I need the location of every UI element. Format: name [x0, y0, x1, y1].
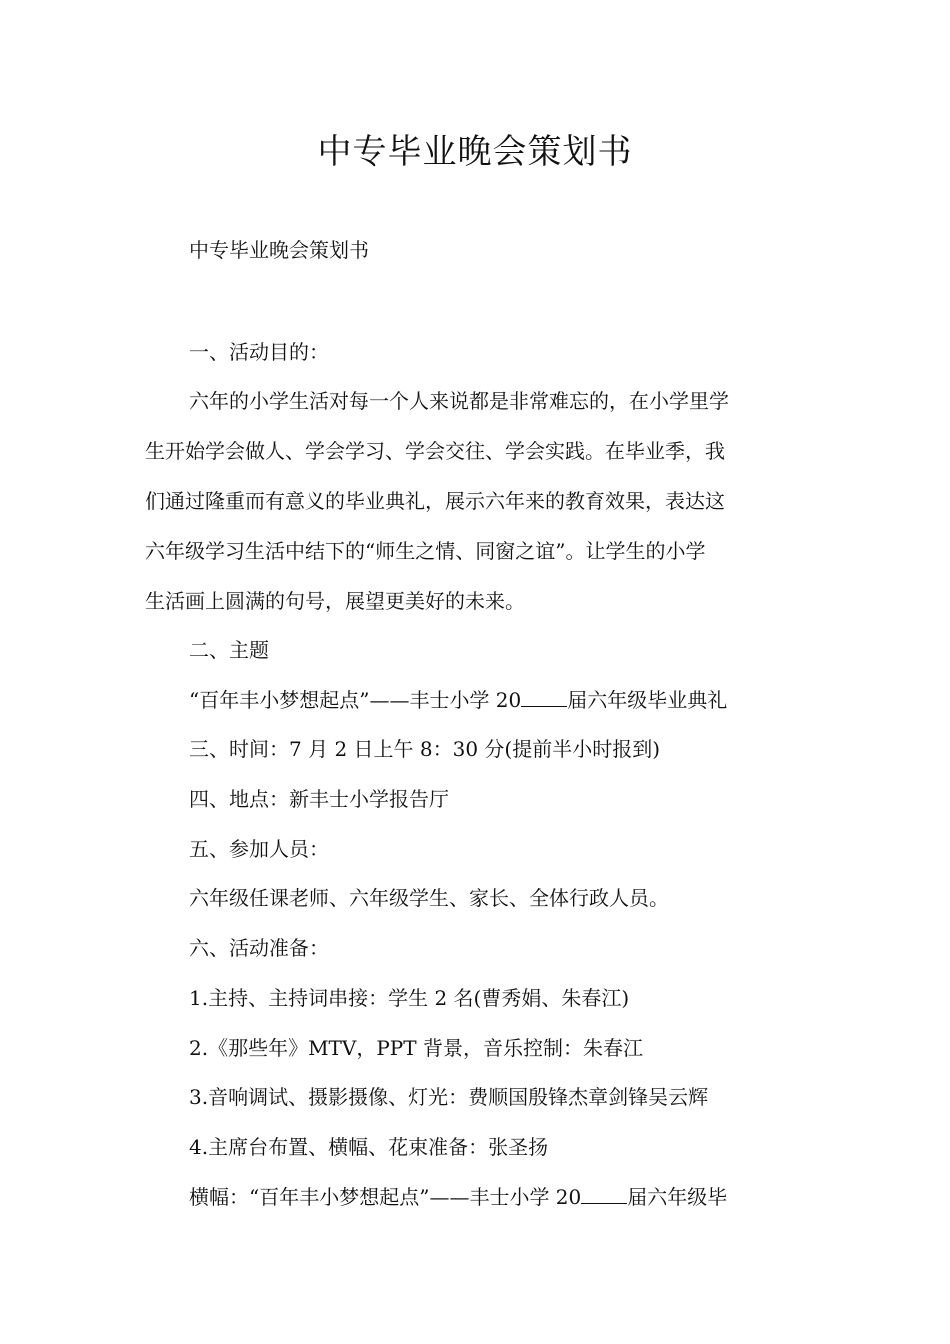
- fill-in-blank: [581, 1185, 627, 1204]
- time-line: 三、时间：7 月 2 日上午 8：30 分(提前半小时报到): [189, 737, 661, 761]
- prep-item: 2.《那些年》MTV，PPT 背景，音乐控制：朱春江: [189, 1036, 643, 1060]
- document-subtitle: 中专毕业晚会策划书: [189, 238, 369, 262]
- participants-line: 六年级任课老师、六年级学生、家长、全体行政人员。: [189, 886, 669, 910]
- paragraph-line: 六年级学习生活中结下的“师生之情、同窗之谊”。让学生的小学: [145, 539, 706, 563]
- theme-text-end: 届六年级毕业典礼: [567, 688, 728, 712]
- theme-line: [145, 685, 854, 715]
- document-title: 中专毕业晚会策划书: [317, 132, 633, 172]
- place-line: 四、地点：新丰士小学报告厅: [189, 787, 449, 811]
- banner-line: [145, 1182, 854, 1212]
- paragraph-line: 生开始学会做人、学会学习、学会交往、学会实践。在毕业季，我: [145, 439, 725, 463]
- prep-item: 3.音响调试、摄影摄像、灯光：费顺国殷锋杰章剑锋吴云辉: [189, 1085, 709, 1109]
- paragraph-line: 们通过隆重而有意义的毕业典礼，展示六年来的教育效果，表达这: [145, 489, 725, 513]
- paragraph-line: 六年的小学生活对每一个人来说都是非常难忘的，在小学里学: [189, 389, 729, 413]
- section-heading-preparation: 六、活动准备：: [189, 936, 329, 960]
- theme-text: “百年丰小梦想起点”——丰士小学 20: [189, 688, 522, 712]
- fill-in-blank: [521, 688, 567, 707]
- section-heading-participants: 五、参加人员：: [189, 837, 329, 861]
- paragraph-line: 生活画上圆满的句号，展望更美好的未来。: [145, 589, 525, 613]
- prep-item: 4.主席台布置、横幅、花束准备：张圣扬: [189, 1135, 549, 1159]
- prep-item: 1.主持、主持词串接：学生 2 名(曹秀娟、朱春江): [189, 986, 630, 1010]
- section-heading-purpose: 一、活动目的：: [189, 340, 329, 364]
- banner-text-end: 届六年级毕: [627, 1185, 728, 1209]
- section-heading-theme: 二、主题: [189, 638, 269, 662]
- banner-text: 横幅：“百年丰小梦想起点”——丰士小学 20: [189, 1185, 582, 1209]
